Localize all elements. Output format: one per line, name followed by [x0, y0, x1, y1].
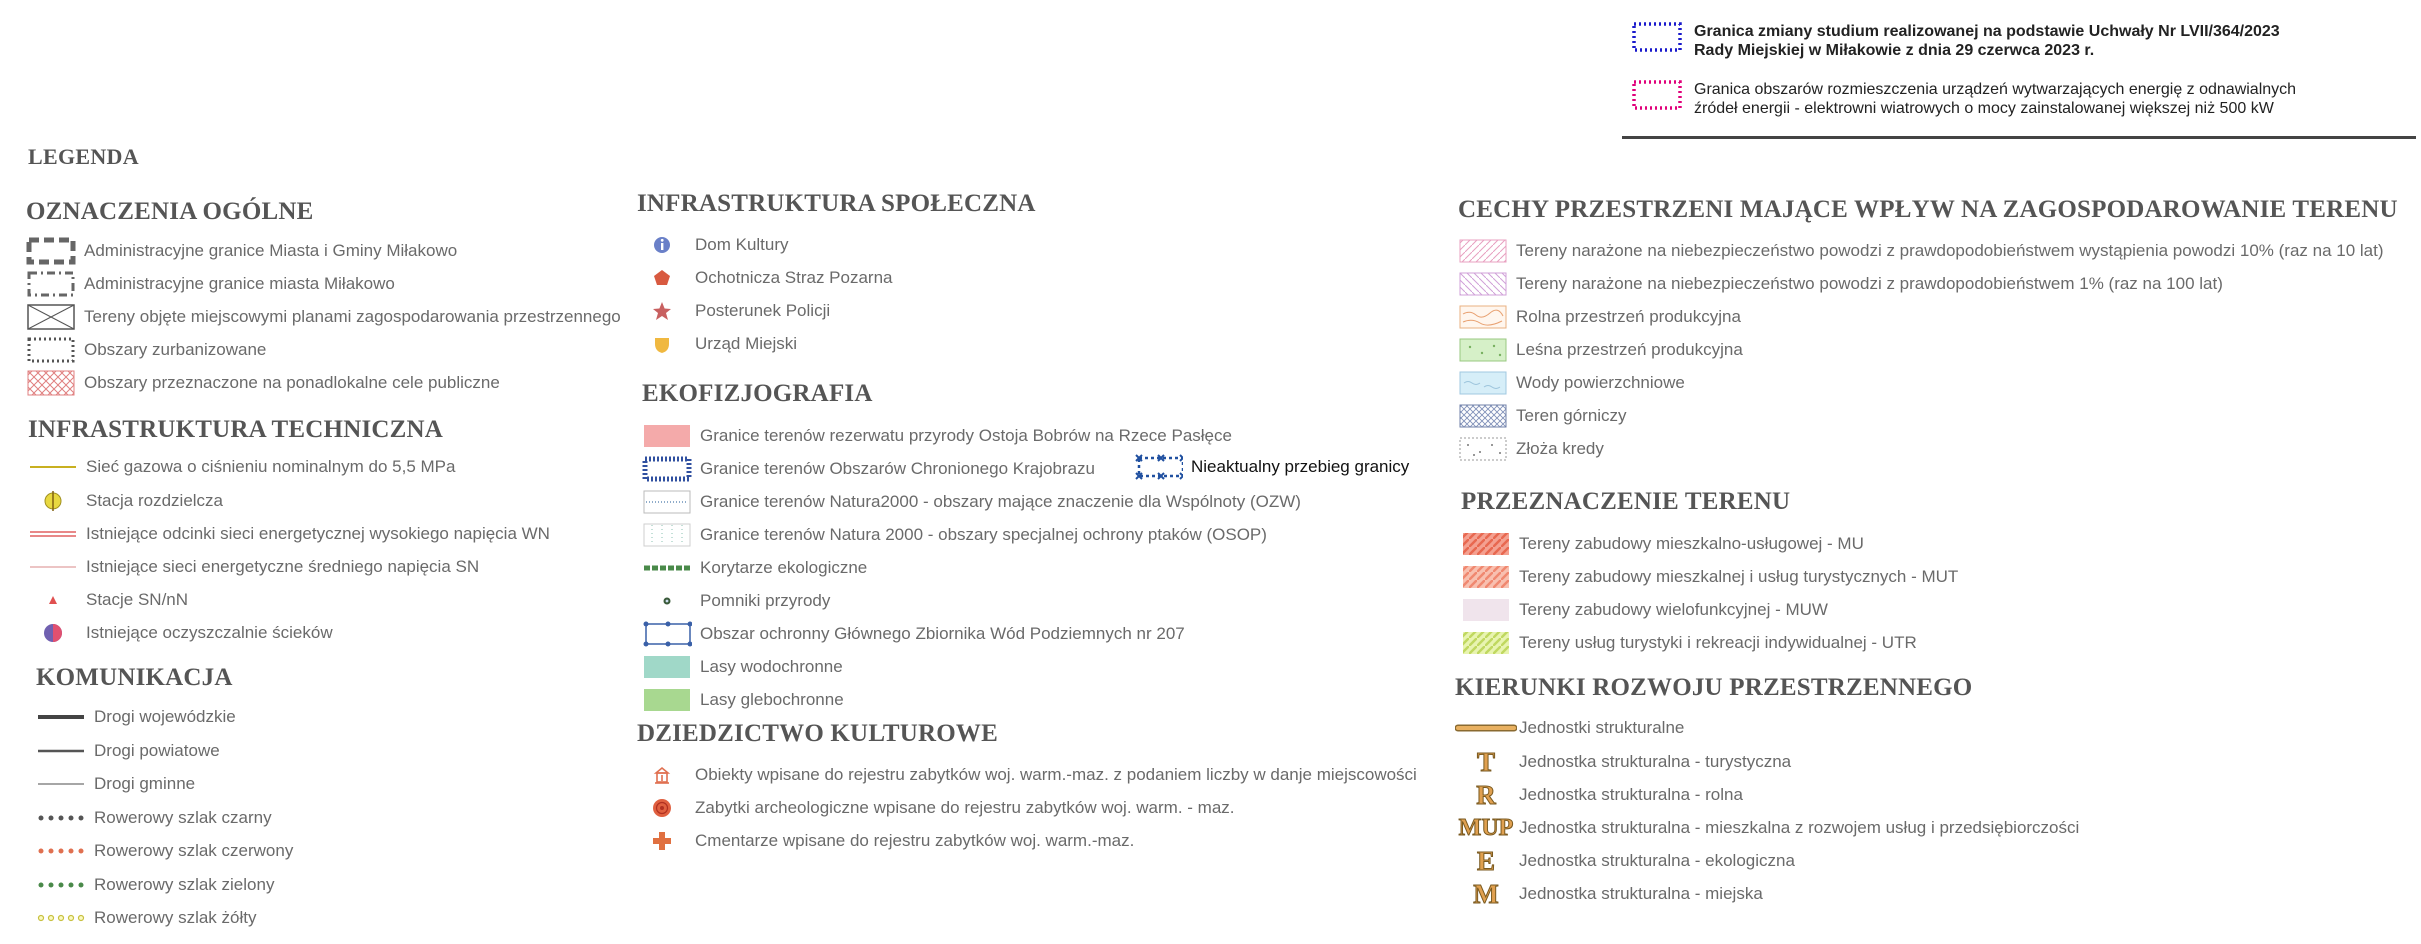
legend-label: Istniejące odcinki sieci energetycznej wysokiego napięcia WN [86, 524, 550, 543]
gas-line-icon [28, 457, 78, 477]
legend-item [26, 236, 457, 266]
note-wind-energy-text: Granica obszarów rozmieszczenia urządzeń wytwarzających energię z odnawialnych źródeł energii - elektrowni wiatrowych o mocy zainstalowanej większej niż 500 kW [1694, 81, 2297, 117]
legend-label: Granice terenów Obszarów Chronionego Krajobrazu [700, 459, 1095, 478]
section-land-use-title: PRZEZNACZENIE TERENU [1461, 488, 1791, 515]
surface-water-icon [1458, 370, 1508, 396]
legend-item [1458, 401, 1627, 431]
legend-label: Pomniki przyrody [700, 591, 831, 610]
legend-item [1455, 846, 1795, 876]
legend-label: Rowerowy szlak żółty [94, 908, 257, 927]
legend-item [642, 553, 867, 583]
fire-station-pentagon-icon [637, 267, 687, 289]
legend-item [642, 520, 1267, 550]
legend-item [642, 685, 844, 715]
legend-label: Tereny zabudowy mieszkalno-usługowej - MU [1519, 534, 1864, 553]
bike-trail-red-icon [36, 841, 86, 861]
legend-label: Lasy wodochronne [700, 657, 843, 676]
legend-label: Istniejące oczyszczalnie ścieków [86, 623, 333, 642]
road-thin-icon [36, 774, 86, 794]
legend-item [1458, 335, 1743, 365]
legend-item [1455, 813, 2079, 843]
cemetery-cross-icon [637, 829, 687, 853]
gas-station-icon [28, 489, 78, 513]
legend-label: Stacje SN/nN [86, 590, 189, 609]
legend-item [1458, 434, 1604, 464]
zone-mu-icon [1461, 531, 1511, 557]
legend-item [36, 836, 293, 866]
road-medium-icon [36, 741, 86, 761]
legend-label: Granice terenów Natura2000 - obszary mające znaczenie dla Wspólnoty (OZW) [700, 492, 1301, 511]
legend-label: Tereny zabudowy wielofunkcyjnej - MUW [1519, 600, 1828, 619]
legend-label: Wody powierzchniowe [1516, 373, 1685, 392]
dash-dot-frame-icon [26, 270, 76, 298]
legend-item [1461, 529, 1864, 559]
legend-item [28, 452, 455, 482]
legend-item [642, 619, 1185, 649]
legend-item [637, 826, 1134, 856]
legend-item [1458, 302, 1741, 332]
outdated-boundary-label: Nieaktualny przebieg granicy [1191, 457, 1410, 476]
unit-letter-m: M [1473, 879, 1499, 909]
nature-monument-dot-icon [642, 591, 692, 611]
road-thick-icon [36, 707, 86, 727]
zone-utr-icon [1461, 630, 1511, 656]
section-ecophysiography-title: EKOFIZJOGRAFIA [642, 380, 873, 407]
dotted-frame-icon [26, 336, 76, 364]
outdated-boundary-item [1133, 452, 1409, 482]
legend-item [1458, 269, 2223, 299]
legend-label: Granice terenów Natura 2000 - obszary specjalnej ochrony ptaków (OSOP) [700, 525, 1267, 544]
legend-label: Drogi wojewódzkie [94, 707, 236, 726]
note-study-change-text: Granica zmiany studium realizowanej na podstawie Uchwały Nr LVII/364/2023 Rady Miejskiej w Miłakowie z dnia 29 czerwca 2023 r. [1694, 23, 2280, 59]
legend-label: Korytarze ekologiczne [700, 558, 868, 577]
legend-item [28, 486, 223, 516]
legend-item [642, 421, 1232, 451]
legend-label: Drogi powiatowe [94, 741, 220, 760]
police-star-icon [637, 300, 687, 322]
legend-label: Rowerowy szlak czerwony [94, 841, 294, 860]
legend-item [36, 870, 274, 900]
legend-label: Jednostka strukturalna - miejska [1519, 884, 1763, 903]
legend-item [1455, 713, 1684, 743]
natura2000-ozw-icon [642, 489, 692, 515]
section-technical-title: INFRASTRUKTURA TECHNICZNA [28, 416, 444, 443]
legend-item [637, 793, 1235, 823]
forest-area-icon [1458, 337, 1508, 363]
section-spatial-features-title: CECHY PRZESTRZENI MAJĄCE WPŁYW NA ZAGOSPODAROWANIE TERENU [1458, 196, 2398, 223]
section-transport-title: KOMUNIKACJA [36, 664, 233, 691]
legend-item [28, 519, 550, 549]
legend-label: Istniejące sieci energetyczne średniego napięcia SN [86, 557, 480, 576]
bike-trail-green-icon [36, 875, 86, 895]
ecological-corridor-icon [642, 558, 692, 578]
agricultural-area-icon [1458, 304, 1508, 330]
legend-label: Sieć gazowa o ciśnieniu nominalnym do 5,5 MPa [86, 457, 456, 476]
legend-label: Stacja rozdzielcza [86, 491, 224, 510]
monument-icon [637, 763, 687, 787]
water-protection-forest-fill-icon [642, 654, 692, 680]
unit-letter-t: T [1476, 747, 1495, 777]
legend-item [28, 618, 333, 648]
legend-label: Ochotnicza Straz Pozarna [695, 268, 893, 287]
legend-label: Rowerowy szlak zielony [94, 875, 275, 894]
legend-label: Jednostka strukturalna - mieszkalna z rozwojem usług i przedsiębiorczości [1519, 818, 2080, 837]
legend-item [36, 736, 220, 766]
unit-letter-r: R [1476, 780, 1496, 810]
legend-item [28, 585, 188, 615]
legend-label: Jednostki strukturalne [1519, 718, 1685, 737]
legend-label: Tereny narażone na niebezpieczeństwo powodzi z prawdopodobieństwem 1% (raz na 100 lat) [1516, 274, 2223, 293]
outdated-boundary-icon [1133, 452, 1183, 482]
legend-item [637, 329, 797, 359]
legend-label: Tereny narażone na niebezpieczeństwo powodzi z prawdopodobieństwem wystąpienia powodzi 10% (raz na 10 lat) [1516, 241, 2384, 260]
legend-item [642, 586, 830, 616]
legend-item [1461, 562, 1958, 592]
legend-item [637, 296, 830, 326]
legend-item [26, 269, 395, 299]
legend-label: Tereny usług turystyki i rekreacji indywidualnej - UTR [1519, 633, 1917, 652]
legend-item [26, 302, 621, 332]
legend-label: Rolna przestrzeń produkcyjna [1516, 307, 1741, 326]
legend-label: Administracyjne granice Miasta i Gminy Miłakowo [84, 241, 458, 260]
triangle-icon [28, 590, 78, 610]
legend-label: Jednostka strukturalna - ekologiczna [1519, 851, 1795, 870]
sewage-icon [28, 621, 78, 645]
legend-label: Złoża kredy [1516, 439, 1604, 458]
legend-item [1455, 747, 1791, 777]
legend-label: Jednostka strukturalna - rolna [1519, 785, 1743, 804]
zone-muw-icon [1461, 597, 1511, 623]
section-general-title: OZNACZENIA OGÓLNE [26, 198, 314, 225]
groundwater-reservoir-icon [642, 620, 692, 648]
dash-frame-thick-icon [26, 237, 76, 265]
hv-line-icon [28, 524, 78, 544]
legend-item [36, 903, 257, 933]
legend-item [26, 368, 500, 398]
natura2000-osop-icon [642, 522, 692, 548]
legend-label: Obszary przeznaczone na ponadlokalne cele publiczne [84, 373, 500, 392]
legend-item [26, 335, 266, 365]
protected-landscape-frame-icon [642, 456, 692, 482]
legend-title: LEGENDA [28, 144, 139, 169]
section-social-title: INFRASTRUKTURA SPOŁECZNA [637, 190, 1036, 217]
legend-item [642, 454, 1095, 484]
legend-label: Obszary zurbanizowane [84, 340, 267, 359]
legend-label: Tereny objęte miejscowymi planami zagospodarowania przestrzennego [84, 307, 621, 326]
legend-label: Administracyjne granice miasta Miłakowo [84, 274, 395, 293]
legend-item [1455, 780, 1743, 810]
legend-label: Posterunek Policji [695, 301, 831, 320]
blue-dotted-frame-icon [1632, 22, 1682, 52]
cross-box-icon [26, 303, 76, 331]
mv-line-icon [28, 557, 78, 577]
legend-label: Obszar ochronny Głównego Zbiornika Wód Podziemnych nr 207 [700, 624, 1185, 643]
red-cross-hatch-icon [26, 369, 76, 397]
section-development-directions-title: KIERUNKI ROZWOJU PRZESTRZENNEGO [1455, 674, 1973, 701]
legend-item [1455, 879, 1763, 909]
note-wind-energy [1632, 80, 2296, 118]
nature-reserve-fill-icon [642, 423, 692, 449]
legend-item [1461, 628, 1917, 658]
boundary-notes-box [1622, 18, 2416, 139]
legend-item [1458, 236, 2384, 266]
legend-item [1461, 595, 1828, 625]
legend-item [1458, 368, 1685, 398]
legend-label: Drogi gminne [94, 774, 196, 793]
unit-letter-mup: MUP [1458, 815, 1514, 841]
mining-area-icon [1458, 403, 1508, 429]
legend-item [36, 769, 195, 799]
legend-label: Cmentarze wpisane do rejestru zabytków woj. warm.-maz. [695, 831, 1135, 850]
info-circle-icon [637, 234, 687, 256]
magenta-dotted-frame-icon [1632, 80, 1682, 110]
legend-label: Jednostka strukturalna - turystyczna [1519, 752, 1792, 771]
legend-label: Urząd Miejski [695, 334, 798, 353]
legend-label: Teren górniczy [1516, 406, 1627, 425]
legend-label: Lasy glebochronne [700, 690, 844, 709]
legend-label: Leśna przestrzeń produkcyjna [1516, 340, 1743, 359]
flood-1pct-hatch-icon [1458, 271, 1508, 297]
bike-trail-yellow-icon [36, 908, 86, 928]
unit-letter-e: E [1476, 846, 1495, 876]
legend-label: Tereny zabudowy mieszkalnej i usług turystycznych - MUT [1519, 567, 1959, 586]
soil-protection-forest-fill-icon [642, 687, 692, 713]
town-hall-shield-icon [637, 333, 687, 355]
legend-label: Dom Kultury [695, 235, 789, 254]
legend-item [642, 652, 843, 682]
legend-item [642, 487, 1301, 517]
structural-unit-line-icon [1455, 718, 1517, 738]
legend-label: Rowerowy szlak czarny [94, 808, 272, 827]
bike-trail-black-icon [36, 808, 86, 828]
legend-label: Zabytki archeologiczne wpisane do rejestru zabytków woj. warm. - maz. [695, 798, 1235, 817]
legend-label: Granice terenów rezerwatu przyrody Ostoja Bobrów na Rzece Pasłęce [700, 426, 1232, 445]
legend-item [36, 803, 272, 833]
archaeological-site-icon [637, 796, 687, 820]
legend-item [637, 263, 892, 293]
flood-10pct-hatch-icon [1458, 238, 1508, 264]
section-cultural-heritage-title: DZIEDZICTWO KULTUROWE [637, 720, 998, 747]
legend-label: Obiekty wpisane do rejestru zabytków woj. warm.-maz. z podaniem liczby w danje miejscowości [695, 765, 1417, 784]
note-study-change [1632, 22, 2280, 60]
zone-mut-icon [1461, 564, 1511, 590]
legend-item [28, 552, 479, 582]
legend-item [36, 702, 236, 732]
legend-item [637, 230, 789, 260]
chalk-deposit-icon [1458, 436, 1508, 462]
legend-item [637, 760, 1417, 790]
